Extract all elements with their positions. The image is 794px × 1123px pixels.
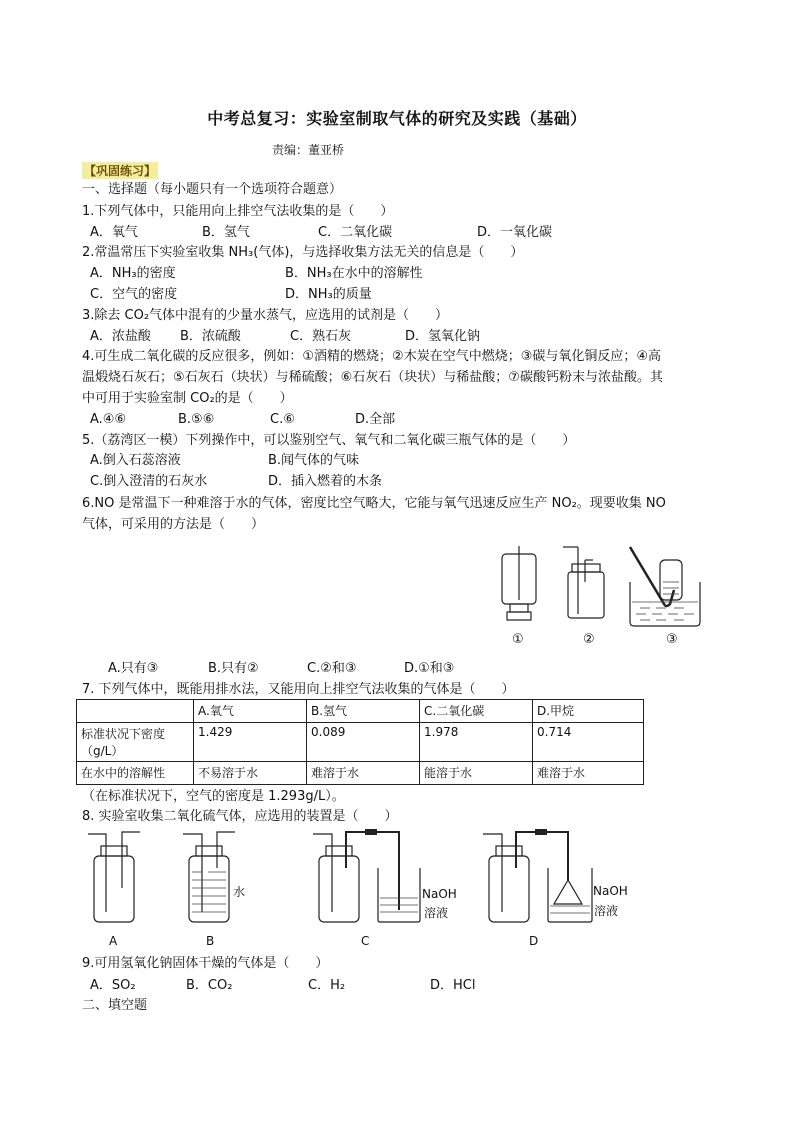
part2-heading: 二、填空题 xyxy=(82,998,148,1013)
q8-label-b: B xyxy=(206,934,215,948)
q8-water-label: 水 xyxy=(233,885,246,899)
q8-solution-label-d: 溶液 xyxy=(594,904,619,918)
table-cell: A.氧气 xyxy=(194,700,307,723)
table-cell: 不易溶于水 xyxy=(194,762,307,785)
q8-solution-label-c: 溶液 xyxy=(424,906,449,920)
row-label-density: 标准状况下密度 xyxy=(81,727,166,741)
q2-option-d: D．NH₃的质量 xyxy=(285,287,372,302)
q9-option-b: B．CO₂ xyxy=(186,978,233,993)
q8-naoh-label-d: NaOH xyxy=(593,884,628,898)
table-cell: D.甲烷 xyxy=(533,700,644,723)
q3-stem: 3.除去 CO₂气体中混有的少量水蒸气，应选用的试剂是（ ） xyxy=(82,308,449,323)
q1-stem: 1.下列气体中，只能用向上排空气法收集的是（ ） xyxy=(82,204,394,219)
q6-line-1: 6.NO 是常温下一种难溶于水的气体，密度比空气略大，它能与氧气迅速反应生产 NO₂。现要收集 NO xyxy=(82,496,666,511)
q1-option-c: C．二氧化碳 xyxy=(318,225,393,240)
q4-line-2: 温煅烧石灰石；⑤石灰石（块状）与稀硫酸；⑥石灰石（块状）与稀盐酸；⑦碳酸钙粉末与浓盐酸。其 xyxy=(82,370,663,385)
q9-option-d: D．HCl xyxy=(430,978,476,993)
q3-option-d: D．氢氧化钠 xyxy=(405,329,481,344)
table-cell: 难溶于水 xyxy=(307,762,420,785)
q8-naoh-label-c: NaOH xyxy=(422,887,457,901)
q1-option-d: D．一氧化碳 xyxy=(477,225,553,240)
table-cell: C.二氧化碳 xyxy=(420,700,533,723)
q4-option-d: D.全部 xyxy=(355,412,396,427)
q6-fig-label-3: ③ xyxy=(666,632,678,647)
table-cell: 难溶于水 xyxy=(533,762,644,785)
q8-label-a: A xyxy=(109,934,118,948)
q5-option-a: A.倒入石蕊溶液 xyxy=(90,453,181,468)
q6-fig-label-1: ① xyxy=(512,632,524,647)
q2-option-b: B．NH₃在水中的溶解性 xyxy=(285,266,423,281)
q5-option-c: C.倒入澄清的石灰水 xyxy=(90,474,208,489)
table-cell xyxy=(77,723,194,762)
q2-stem: 2.常温常压下实验室收集 NH₃(气体)，与选择收集方法无关的信息是（ ） xyxy=(82,245,524,260)
q8-apparatus-figure xyxy=(84,828,644,928)
q8-label-c: C xyxy=(361,934,370,948)
table-cell: B.氢气 xyxy=(307,700,420,723)
editor-line: 责编：董亚桥 xyxy=(272,143,345,157)
q1-option-b: B．氢气 xyxy=(202,225,250,240)
q3-option-a: A．浓盐酸 xyxy=(90,329,151,344)
q6-fig-label-2: ② xyxy=(583,632,595,647)
q7-stem: 7. 下列气体中，既能用排水法，又能用向上排空气法收集的气体是（ ） xyxy=(82,682,515,697)
q4-line-3: 中可用于实验室制 CO₂的是（ ） xyxy=(82,391,293,406)
q4-line-1: 4.可生成二氧化碳的反应很多，例如：①酒精的燃烧；②木炭在空气中燃烧；③碳与氧化铜反应；④高 xyxy=(82,349,662,364)
q8-stem: 8. 实验室收集二氧化硫气体，应选用的装置是（ ） xyxy=(82,809,398,824)
q1-option-a: A．氧气 xyxy=(90,225,138,240)
q7-table xyxy=(76,699,644,785)
q3-option-c: C．熟石灰 xyxy=(290,329,352,344)
q9-option-a: A．SO₂ xyxy=(90,978,136,993)
q5-stem: 5.（荔湾区一模）下列操作中，可以鉴别空气、氧气和二氧化碳三瓶气体的是（ ） xyxy=(82,433,576,448)
table-row xyxy=(77,723,644,762)
q9-option-c: C．H₂ xyxy=(308,978,346,993)
table-cell: 在水中的溶解性 xyxy=(77,762,194,785)
q9-stem: 9.可用氢氧化钠固体干燥的气体是（ ） xyxy=(82,956,329,971)
part1-heading: 一、选择题（每小题只有一个选项符合题意） xyxy=(82,182,343,197)
q2-option-c: C．空气的密度 xyxy=(90,287,178,302)
q7-note: （在标准状况下，空气的密度是 1.293g/L）。 xyxy=(82,789,345,804)
page-title: 中考总复习：实验室制取气体的研究及实践（基础） xyxy=(207,109,587,128)
q5-option-b: B.闻气体的气味 xyxy=(268,453,360,468)
q6-line-2: 气体，可采用的方法是（ ） xyxy=(82,517,265,532)
table-cell: 0.714 xyxy=(533,723,644,762)
row-label-density-unit: （g/L） xyxy=(81,744,124,758)
q8-label-d: D xyxy=(529,934,539,948)
q6-option-d: D.①和③ xyxy=(404,661,455,676)
q6-option-b: B.只有② xyxy=(208,661,259,676)
q4-option-c: C.⑥ xyxy=(270,412,295,427)
q2-option-a: A．NH₃的密度 xyxy=(90,266,176,281)
q5-option-d: D．插入燃着的木条 xyxy=(268,474,383,489)
q4-option-b: B.⑤⑥ xyxy=(178,412,215,427)
q6-option-a: A.只有③ xyxy=(108,661,159,676)
table-cell: 1.978 xyxy=(420,723,533,762)
table-cell xyxy=(77,700,194,723)
table-cell: 0.089 xyxy=(307,723,420,762)
table-cell: 1.429 xyxy=(194,723,307,762)
q4-option-a: A.④⑥ xyxy=(90,412,127,427)
table-row xyxy=(77,762,644,785)
section-label: 【巩固练习】 xyxy=(84,164,157,178)
q6-option-c: C.②和③ xyxy=(307,661,357,676)
table-row xyxy=(77,700,644,723)
q3-option-b: B．浓硫酸 xyxy=(180,329,241,344)
table-cell: 能溶于水 xyxy=(420,762,533,785)
